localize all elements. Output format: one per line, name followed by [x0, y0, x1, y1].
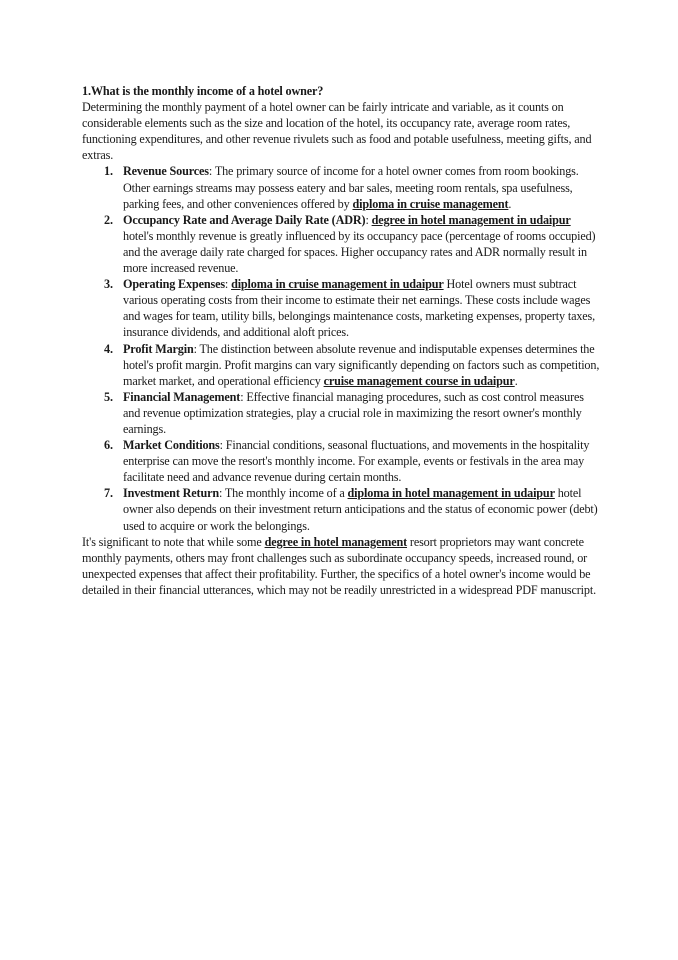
item-text-after: .	[514, 373, 518, 388]
keyword-link[interactable]: degree in hotel management in udaipur	[371, 212, 571, 227]
item-text-before: Financial conditions, seasonal fluctuations, and movements in the hospitality enterprise can move the resort's monthly income. For example, events or festivals in the area may facilitate need and advance revenue during certain months.	[123, 438, 590, 485]
item-term: Investment Return	[123, 486, 219, 501]
item-separator: :	[193, 341, 200, 356]
item-text-before: The distinction between absolute revenue and indisputable expenses determines the hotel's profit margin. Profit margins can vary significantly depending on factors such as competition, market market, and operational efficiency	[123, 341, 600, 388]
list-item	[123, 212, 602, 276]
list-item	[123, 163, 602, 211]
item-separator: :	[218, 486, 225, 501]
factor-list	[82, 163, 602, 533]
item-separator: :	[224, 277, 232, 292]
item-text-before: The monthly income of a	[224, 486, 348, 501]
keyword-link[interactable]: diploma in hotel management in udaipur	[347, 486, 555, 501]
item-term: Profit Margin	[123, 341, 194, 356]
item-text-after: hotel owner also depends on their investment return anticipations and the status of economic power (debt) used to acquire or work the belongings.	[123, 486, 598, 533]
keyword-link[interactable]: diploma in cruise management in udaipur	[231, 277, 444, 292]
list-item	[123, 276, 602, 340]
list-item	[123, 437, 602, 485]
document-page	[82, 83, 602, 598]
item-separator: :	[240, 389, 247, 404]
item-term: Market Conditions	[123, 438, 220, 453]
item-term: Occupancy Rate and Average Daily Rate (ADR)	[123, 212, 366, 227]
keyword-link[interactable]: cruise management course in udaipur	[323, 373, 515, 388]
item-term: Revenue Sources	[123, 164, 209, 179]
item-term: Financial Management	[123, 389, 241, 404]
item-term: Operating Expenses	[123, 277, 225, 292]
list-item	[123, 485, 602, 533]
closing-text-before: It's significant to note that while some	[82, 534, 265, 549]
item-text-after: hotel's monthly revenue is greatly influenced by its occupancy pace (percentage of rooms occupied) and the average daily rate charged for spaces. Higher occupancy rates and ADR normally result in more increased revenue.	[123, 228, 596, 276]
item-text-after: .	[508, 196, 512, 211]
intro-paragraph: Determining the monthly payment of a hotel owner can be fairly intricate and variable, as it counts on considerable elements such as the size and location of the hotel, its occupancy rate, average room rates, functioning expenditures, and other revenue rivulets such as food and potable usefulness, meeting gifts, and extras.	[82, 100, 592, 163]
question-heading: 1.What is the monthly income of a hotel owner?	[82, 84, 324, 98]
item-text-before: The primary source of income for a hotel owner comes from room bookings. Other earnings streams may possess eatery and bar sales, meeting room rentals, spa usefulness, parking fees, and other conveniences offered by	[123, 164, 579, 211]
keyword-link[interactable]: diploma in cruise management	[352, 196, 509, 211]
list-item	[123, 341, 602, 389]
item-text-before: Effective financial managing procedures, such as cost control measures and revenue optimization strategies, play a crucial role in maximizing the resort owner's monthly earnings.	[123, 389, 584, 436]
keyword-link[interactable]: degree in hotel management	[264, 534, 408, 549]
closing-text-after: resort proprietors may want concrete monthly payments, others may front challenges such as subordinate occupancy speeds, increased round, or unexpected expenses that affect their profitability. Further, the specifics of a hotel owner's income would be detailed in their financial utterances, which may not be readily unrestricted in a widespread PDF manuscript.	[82, 534, 596, 597]
item-separator: :	[365, 212, 372, 227]
item-text-after: Hotel owners must subtract various operating costs from their income to estimate their net earnings. These costs include wages and wages for team, utility bills, belongings maintenance costs, marketing expenses, property taxes, insurance dividends, and additional aloft prices.	[123, 277, 596, 340]
list-item	[123, 389, 602, 437]
closing-paragraph	[82, 534, 602, 598]
item-separator: :	[219, 438, 226, 453]
item-separator: :	[208, 164, 215, 179]
